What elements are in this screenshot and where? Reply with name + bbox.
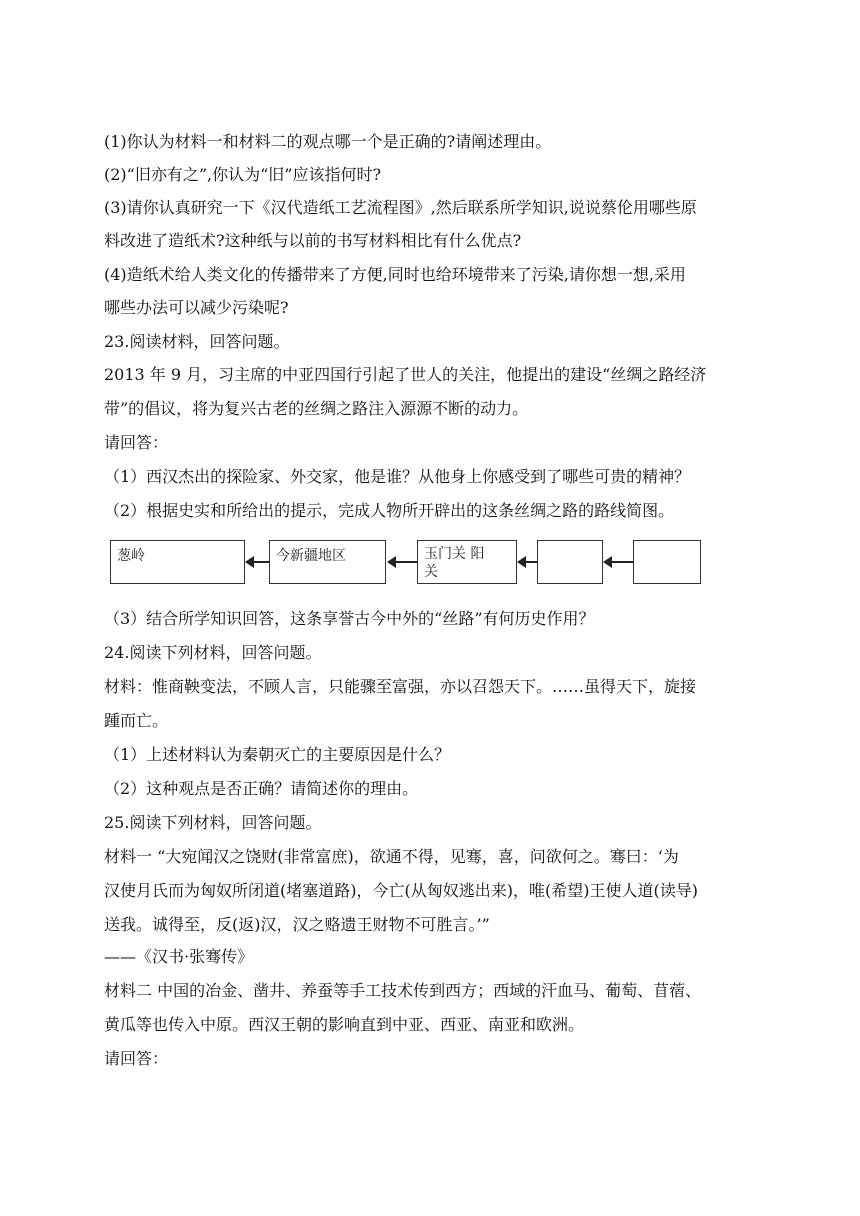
material-25-2-line2: 黄瓜等也传入中原。西汉王朝的影响直到中亚、西亚、南亚和欧洲。 bbox=[104, 1015, 585, 1034]
route-box-xinjiang: 今新疆地区 bbox=[269, 540, 386, 584]
question-22-2: (2)“旧亦有之”,你认为“旧”应该指何时? bbox=[104, 165, 382, 184]
material-24-line2: 踵而亡。 bbox=[104, 711, 169, 730]
route-box-congling: 葱岭 bbox=[110, 540, 245, 584]
question-23-2: （2）根据史实和所给出的提示，完成人物所开辟出的这条丝绸之路的路线简图。 bbox=[104, 501, 675, 520]
material-24-line1: 材料：惟商鞅变法，不顾人言，只能骤至富强，亦以召怨天下。……虽得天下，旋接 bbox=[104, 677, 697, 696]
question-23-1: （1）西汉杰出的探险家、外交家，他是谁？从他身上你感受到了哪些可贵的精神？ bbox=[104, 467, 691, 486]
please-answer-25: 请回答： bbox=[104, 1049, 169, 1068]
route-box-blank-1[interactable] bbox=[537, 540, 603, 584]
please-answer-23: 请回答： bbox=[104, 433, 169, 452]
material-25-1-line3: 送我。诚得至，反(返)汉，汉之赂遗王财物不可胜言。’” bbox=[104, 915, 490, 934]
material-23-line1: 2013 年 9 月，习主席的中亚四国行引起了世人的关注，他提出的建设“丝绸之路经济 bbox=[104, 365, 707, 384]
material-23-line2: 带”的倡议，将为复兴古老的丝绸之路注入源源不断的动力。 bbox=[104, 399, 529, 418]
route-arrow-3 bbox=[517, 560, 537, 564]
route-arrow-1 bbox=[245, 560, 269, 564]
question-23-3: （3）结合所学知识回答，这条享誉古今中外的“丝路”有何历史作用？ bbox=[104, 609, 595, 628]
question-22-3-line2: 料改进了造纸术?这种纸与以前的书写材料相比有什么优点? bbox=[104, 231, 522, 250]
route-box-blank-2[interactable] bbox=[633, 540, 701, 584]
route-box-yumenguan-yangguan bbox=[417, 540, 517, 584]
silk-road-route-diagram bbox=[104, 540, 704, 590]
question-22-4-line2: 哪些办法可以减少污染呢? bbox=[104, 298, 289, 317]
route-arrow-4 bbox=[603, 560, 633, 564]
route-box-3-line1: 玉门关 阳 bbox=[424, 546, 485, 562]
question-22-3-line1: (3)请你认真研究一下《汉代造纸工艺流程图》,然后联系所学知识,说说蔡伦用哪些原 bbox=[104, 198, 697, 217]
material-25-1-line2: 汉使月氏而为匈奴所闭道(堵塞道路)，今亡(从匈奴逃出来)，唯(希望)王使人道(读导) bbox=[104, 881, 698, 900]
question-22-1: (1)你认为材料一和材料二的观点哪一个是正确的?请阐述理由。 bbox=[104, 132, 552, 151]
question-25-heading: 25.阅读下列材料，回答问题。 bbox=[104, 813, 322, 832]
question-24-2: （2）这种观点是否正确？请简述你的理由。 bbox=[104, 779, 419, 798]
question-24-1: （1）上述材料认为秦朝灭亡的主要原因是什么？ bbox=[104, 745, 451, 764]
material-25-2-line1: 材料二 中国的冶金、凿井、养蚕等手工技术传到西方；西域的汗血马、葡萄、苜蓿、 bbox=[104, 981, 702, 1000]
route-box-3-line2: 关 bbox=[424, 564, 438, 580]
material-25-1-source: ——《汉书·张骞传》 bbox=[104, 947, 254, 966]
material-25-1-line1: 材料一 “大宛闻汉之饶财(非常富庶)，欲通不得，见骞，喜，问欲何之。骞曰：‘为 bbox=[104, 847, 679, 866]
question-24-heading: 24.阅读下列材料，回答问题。 bbox=[104, 643, 322, 662]
question-23-heading: 23.阅读材料，回答问题。 bbox=[104, 332, 290, 351]
route-arrow-2 bbox=[387, 560, 417, 564]
question-22-4-line1: (4)造纸术给人类文化的传播带来了方便,同时也给环境带来了污染,请你想一想,采用 bbox=[104, 265, 686, 284]
